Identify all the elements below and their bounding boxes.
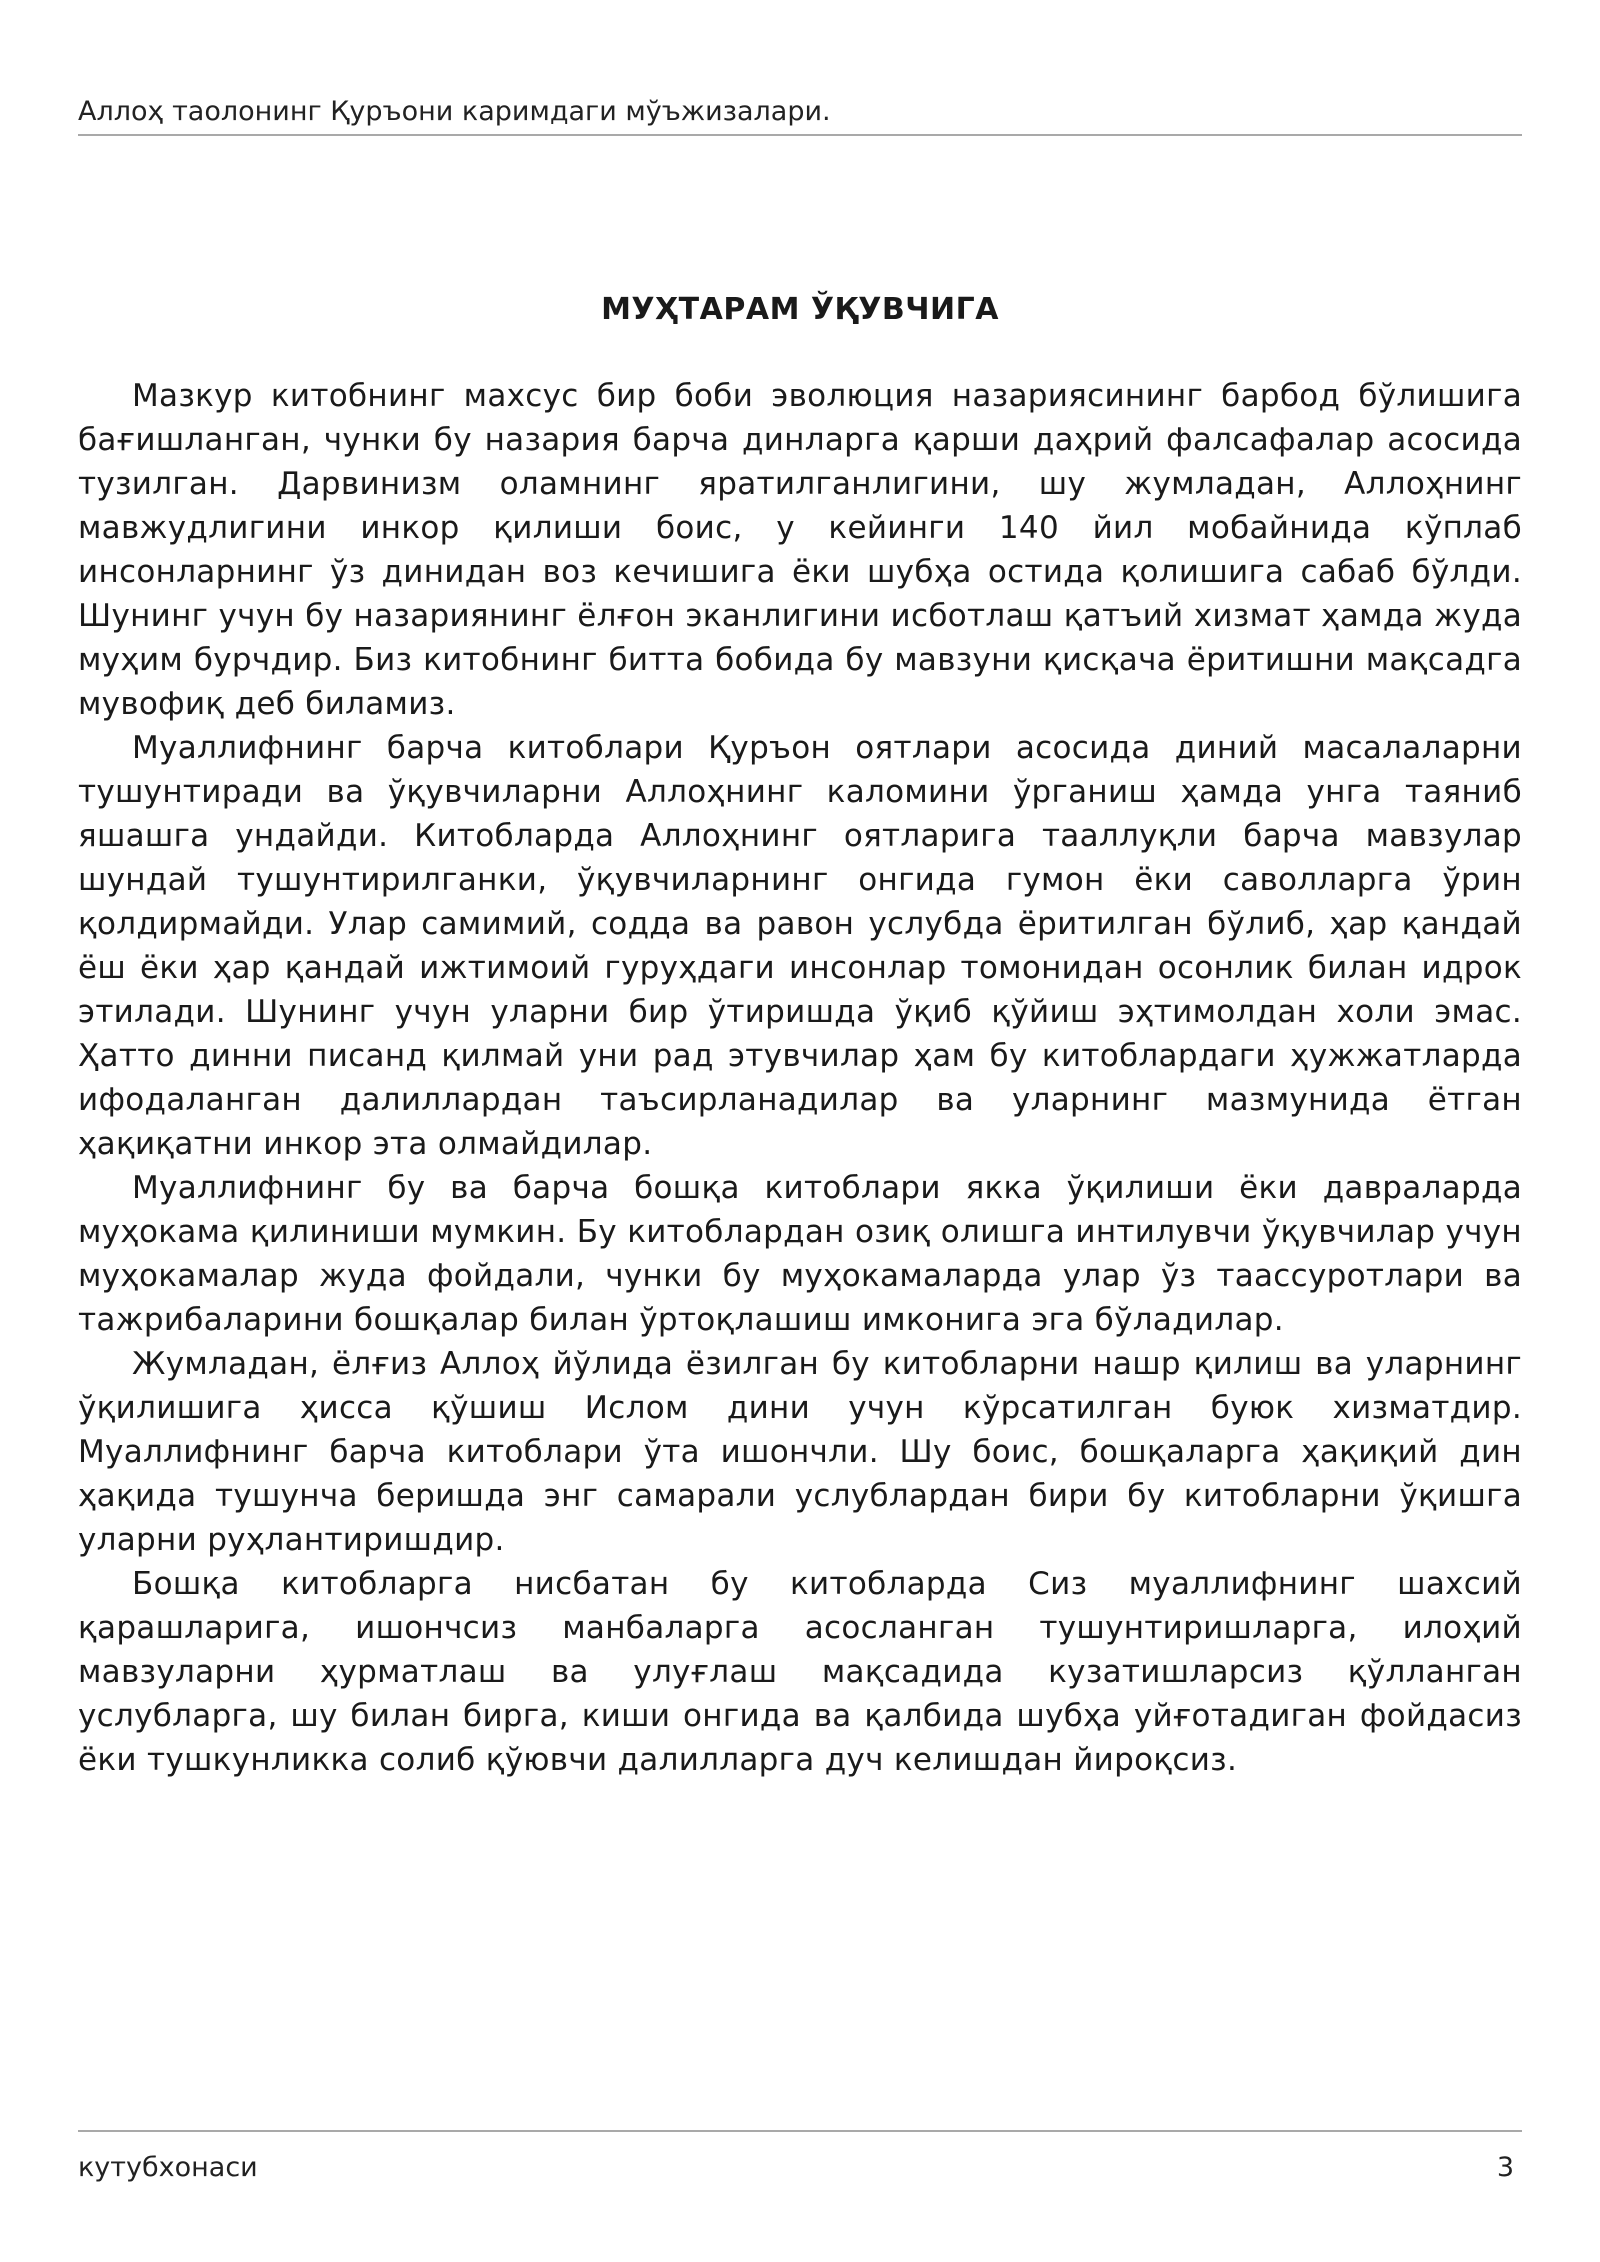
running-header-title: Аллоҳ таолонинг Қуръони каримдаги мўъжизалари.: [78, 96, 831, 127]
page-footer: [78, 2130, 1522, 2183]
footer-library-label: кутубхонаси: [78, 2152, 258, 2183]
paragraph-1: Мазкур китобнинг махсус бир боби эволюция назариясининг барбод бўлишига бағишланган, чунки бу назария барча динларга қарши даҳрий фалсафалар асосида тузилган. Дарвинизм оламнинг яратилганлигини, шу жумладан, Аллоҳнинг мавжудлигини инкор қилиши боис, у кейинги 140 йил мобайнида кўплаб инсонларнинг ўз динидан воз кечишига ёки шубҳа остида қолишига сабаб бўлди. Шунинг учун бу назариянинг ёлғон эканлигини исботлаш қатъий хизмат ҳамда жуда муҳим бурчдир. Биз китобнинг битта бобида бу мавзуни қисқача ёритишни мақсадга мувофиқ деб биламиз.: [78, 378, 1522, 722]
page-number: 3: [1496, 2152, 1514, 2183]
paragraph-4: Жумладан, ёлғиз Аллоҳ йўлида ёзилган бу китобларни нашр қилиш ва уларнинг ўқилишига ҳисса қўшиш Ислом дини учун кўрсатилган буюк хизматдир. Муаллифнинг барча китоблари ўта ишончли. Шу боис, бошқаларга ҳақиқий дин ҳақида тушунча беришда энг самарали услублардан бири бу китобларни ўқишга уларни руҳлантиришдир.: [78, 1346, 1522, 1558]
main-content: [78, 290, 1522, 1782]
page-header: [78, 96, 1522, 136]
paragraph-5: Бошқа китобларга нисбатан бу китобларда Сиз муаллифнинг шахсий қарашларига, ишончсиз манбаларга асосланган тушунтиришларга, илоҳий мавзуларни ҳурматлаш ва улуғлаш мақсадида кузатишларсиз қўлланган услубларга, шу билан бирга, киши онгида ва қалбида шубҳа уйғотадиган фойдасиз ёки тушкунликка солиб қўювчи далилларга дуч келишдан йироқсиз.: [78, 1566, 1522, 1778]
paragraph-2: Муаллифнинг барча китоблари Қуръон оятлари асосида диний масалаларни тушунтиради ва ўқувчиларни Аллоҳнинг каломини ўрганиш ҳамда унга таяниб яшашга ундайди. Китобларда Аллоҳнинг оятларига тааллуқли барча мавзулар шундай тушунтирилганки, ўқувчиларнинг онгида гумон ёки саволларга ўрин қолдирмайди. Улар самимий, содда ва равон услубда ёритилган бўлиб, ҳар қандай ёш ёки ҳар қандай ижтимоий гуруҳдаги инсонлар томонидан осонлик билан идрок этилади. Шунинг учун уларни бир ўтиришда ўқиб қўйиш эҳтимолдан холи эмас. Ҳатто динни писанд қилмай уни рад этувчилар ҳам бу китоблардаги ҳужжатларда ифодаланган далиллардан таъсирланадилар ва уларнинг мазмунида ётган ҳақиқатни инкор эта олмайдилар.: [78, 730, 1522, 1162]
page-title: МУҲТАРАМ ЎҚУВЧИГА: [601, 292, 999, 327]
paragraph-3: Муаллифнинг бу ва барча бошқа китоблари якка ўқилиши ёки давраларда муҳокама қилиниши мумкин. Бу китоблардан озиқ олишга интилувчи ўқувчилар учун муҳокамалар жуда фойдали, чунки бу муҳокамаларда улар ўз таассуротлари ва тажрибаларини бошқалар билан ўртоқлашиш имконига эга бўладилар.: [78, 1170, 1522, 1338]
